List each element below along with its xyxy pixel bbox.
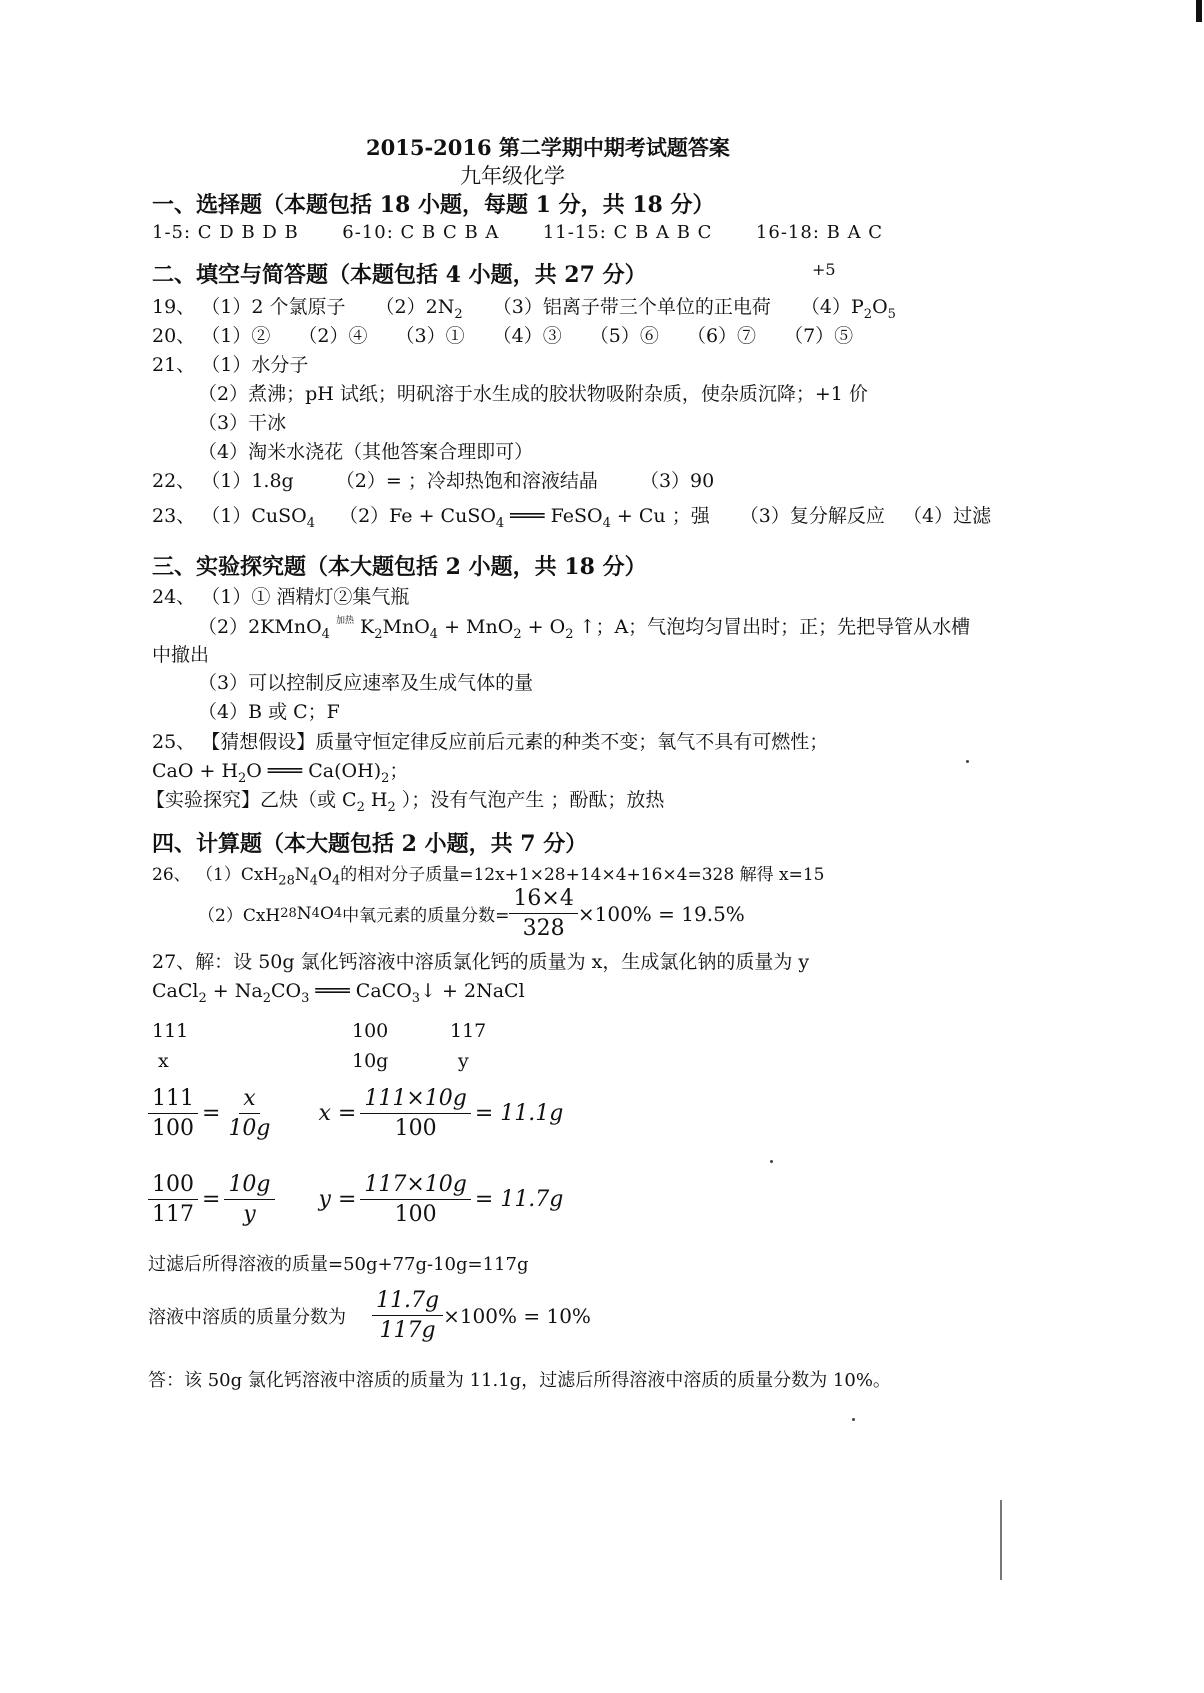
subscript: 2	[454, 306, 463, 322]
answer-value: B A C	[826, 222, 884, 243]
section-heading-text: 二、填空与简答题	[152, 262, 329, 288]
question-number: 24、	[152, 586, 196, 608]
answer-part: H	[364, 789, 388, 811]
answer-part: （4）③	[492, 325, 562, 347]
variable-2: 10g	[352, 1050, 389, 1072]
fraction	[224, 1172, 274, 1227]
answer-part: + MnO	[438, 616, 514, 638]
subscript: 4	[321, 626, 330, 642]
fraction	[224, 1086, 274, 1141]
molar-mass-1: 111	[152, 1020, 189, 1042]
subscript: 4	[429, 626, 439, 642]
answer-part: （3）复分解反应	[739, 505, 885, 527]
answer-part: N	[296, 903, 312, 924]
subscript: 2	[198, 990, 207, 1006]
question-number: 19、	[152, 296, 196, 318]
answer-value: C B A B C	[613, 222, 713, 243]
q21-line-2: （2）煮沸；pH 试纸；明矾溶于水生成的胶状物吸附杂质，使杂质沉降；+1 价	[198, 383, 868, 405]
answer-part: N	[294, 865, 310, 885]
answer-part: （2）Fe + CuSO	[339, 505, 496, 527]
section-heading-1	[152, 188, 715, 219]
molar-mass-3: 117	[450, 1020, 487, 1042]
variable-3: y	[458, 1050, 469, 1072]
subscript: 4	[306, 515, 315, 531]
answer-range: 1-5:	[152, 222, 192, 243]
page-title: 2015-2016 第二学期中期考试题答案	[366, 135, 730, 160]
q19-line: 19、 （1）2 个氯原子 $(2)2N_2$ （3）铝离子带三个单位的正电荷 $(4)P_2O_5$	[152, 296, 896, 322]
section-heading-2	[152, 258, 647, 289]
q24-line-2b: 中撤出	[152, 644, 210, 666]
subscript: 4	[333, 906, 343, 921]
answer-part: （1）1.8g	[201, 470, 294, 492]
denominator: 117g	[379, 1318, 436, 1343]
answer-value: C B C B A	[400, 222, 500, 243]
answer-part: （7）⑤	[784, 325, 854, 347]
denominator: 100	[394, 1116, 437, 1141]
question-number: 25、	[152, 731, 196, 753]
subscript: 2	[356, 799, 365, 815]
answer-part: （3）90	[639, 470, 715, 492]
subscript: 2	[262, 990, 271, 1006]
q25-line-1	[152, 727, 828, 754]
section-heading-text: 一、选择题	[152, 192, 263, 218]
question-number: 20、	[152, 325, 196, 347]
section-note: （本题包括 4 小题，共 27 分）	[328, 262, 647, 288]
answer-part: 中氧元素的质量分数=	[342, 906, 510, 926]
molar-mass-2: 100	[352, 1020, 389, 1042]
fraction	[360, 1086, 471, 1141]
answer-part: （2）= ；冷却热饱和溶液结晶	[335, 470, 598, 492]
question-number: 23、	[152, 505, 196, 527]
q26-line-1	[152, 860, 824, 888]
answer-part: （4）P	[800, 296, 864, 318]
q24-line-4: （4）B 或 C；F	[198, 701, 340, 723]
subscript: 2	[381, 770, 390, 786]
answer-part: （2）CxH	[198, 906, 281, 926]
answer-part: O	[318, 865, 332, 885]
answer-part: （2）2N	[375, 296, 455, 318]
answer-part: K	[353, 616, 375, 638]
answer-part: （3）①	[395, 325, 465, 347]
answer-part: （1）CxH	[196, 865, 279, 885]
denominator: 328	[522, 916, 565, 941]
q27-line-1: 27、解：设 50g 氯化钙溶液中溶质氯化钙的质量为 x，生成氯化钠的质量为 y	[152, 951, 810, 973]
equation-part: CaCl	[152, 980, 199, 1002]
q27-equation	[152, 980, 525, 1006]
numerator: 117×10g	[360, 1172, 471, 1200]
answer-part: + Cu ；强	[610, 505, 710, 527]
subscript: 4	[602, 515, 611, 531]
q22-line	[152, 466, 714, 493]
numerator: 111×10g	[360, 1086, 471, 1114]
section-note: （本大题包括 2 小题，共 7 分）	[262, 831, 588, 857]
section-heading-text: 三、实验探究题	[152, 554, 307, 580]
answer-value: C D B D B	[197, 222, 299, 243]
section-heading-3	[152, 550, 647, 581]
q25-line-2	[152, 756, 408, 786]
answer-part: （1）2 个氯原子	[201, 296, 346, 318]
q26-line-2	[198, 886, 745, 941]
answer-part: CaO + H	[152, 760, 239, 782]
ratio-row-x	[148, 1086, 563, 1141]
question-number: 22、	[152, 470, 196, 492]
q24-line-3: （3）可以控制反应速率及生成气体的量	[198, 672, 534, 694]
variable-1: x	[158, 1050, 169, 1072]
numerator: 111	[148, 1086, 198, 1114]
question-number: 21、	[152, 354, 196, 376]
subscript: 2	[513, 626, 522, 642]
subscript: 2	[374, 626, 383, 642]
numerator: 10g	[224, 1172, 274, 1200]
equation-part: ═══ CaCO	[309, 980, 412, 1002]
question-number: 26、	[152, 865, 191, 885]
solution-mass-line: 过滤后所得溶液的质量=50g+77g-10g=117g	[148, 1254, 529, 1275]
scan-mark	[1196, 0, 1202, 22]
section-heading-4	[152, 827, 587, 858]
subscript: 3	[301, 990, 310, 1006]
answer-part: ）；没有气泡产生 ；酚酞；放热	[395, 789, 665, 811]
q25-line-3	[146, 785, 664, 815]
q21-line-3: （3）干冰	[198, 412, 287, 434]
denominator: 100	[394, 1202, 437, 1227]
scan-speck	[966, 760, 969, 763]
answer-part: （5）⑥	[589, 325, 659, 347]
answer-part: ；	[389, 760, 409, 782]
equals-sign: =	[202, 1187, 221, 1212]
answer-range: 11-15:	[542, 222, 607, 243]
q24-line-1	[152, 582, 409, 609]
numerator: 16×4	[509, 886, 577, 914]
subscript: 4	[495, 515, 505, 531]
answer-range: 16-18:	[755, 222, 820, 243]
q24-line-2	[198, 612, 970, 642]
subscript: 2	[387, 799, 396, 815]
answer-range: 6-10:	[342, 222, 394, 243]
equation-part: CO	[271, 980, 302, 1002]
q21-line-1	[152, 350, 308, 377]
q20-line	[152, 321, 853, 348]
result-value: = 11.1g	[474, 1101, 564, 1126]
answer-part: O	[319, 903, 334, 924]
choice-answers	[152, 222, 883, 243]
answer-part: （2）④	[298, 325, 368, 347]
subscript: 4	[311, 906, 320, 921]
numerator: 100	[148, 1172, 198, 1200]
scan-speck	[852, 1418, 855, 1421]
subscript: 2	[238, 770, 247, 786]
final-answer: 答：该 50g 氯化钙溶液中溶质的质量为 11.1g，过滤后所得溶液中溶质的质量分数为 10%。	[148, 1370, 891, 1391]
fraction	[509, 886, 577, 941]
answer-part: 【猜想假设】质量守恒定律反应前后元素的种类不变；氧气不具有可燃性；	[201, 731, 829, 753]
answer-part: （1）CuSO	[201, 505, 307, 527]
subscript: 28	[278, 873, 295, 889]
scan-speck	[770, 1160, 773, 1163]
subscript: 3	[411, 990, 421, 1006]
subscript: 2	[863, 306, 873, 322]
numerator: x	[239, 1086, 259, 1114]
subscript: 5	[887, 306, 896, 322]
section-note: （本大题包括 2 小题，共 18 分）	[306, 554, 647, 580]
q23-line	[152, 501, 991, 531]
answer-part: ↑；A；气泡均匀冒出时；正；先把导管从水槽	[579, 616, 971, 638]
heating-condition: 加热	[335, 616, 354, 626]
answer-part: （6）⑦	[686, 325, 757, 347]
equation-part: + Na	[206, 980, 263, 1002]
denominator: 117	[152, 1202, 194, 1227]
answer-part: （3）铝离子带三个单位的正电荷	[492, 296, 771, 318]
result-variable: x =	[318, 1101, 357, 1126]
valence-label: +5	[812, 260, 836, 279]
answer-part: + O	[521, 616, 566, 638]
answer-part: O ═══ Ca(OH)	[246, 760, 382, 782]
page-subtitle: 九年级化学	[460, 164, 565, 188]
equals-sign: =	[202, 1101, 221, 1126]
fraction	[148, 1172, 198, 1227]
answer-part: MnO	[382, 616, 430, 638]
denominator: 100	[152, 1116, 194, 1141]
equation-part: ↓ + 2NaCl	[420, 980, 525, 1002]
answer-part: 【实验探究】乙炔（或 C	[146, 789, 357, 811]
answer-part: ×100% = 19.5%	[577, 901, 745, 926]
answer-part: 的相对分子质量=12x+1×28+14×4+16×4=328 解得 x=15	[340, 865, 825, 885]
answer-part: （4）过滤	[902, 505, 992, 527]
subscript: 4	[309, 873, 318, 889]
section-heading-text: 四、计算题	[152, 831, 263, 857]
result-value: = 11.7g	[474, 1187, 564, 1212]
subscript: 28	[280, 906, 297, 921]
answer-part: （1）① 酒精灯②集气瓶	[201, 586, 410, 608]
fraction-line	[148, 1288, 591, 1343]
result-variable: y =	[318, 1187, 357, 1212]
fraction	[360, 1172, 471, 1227]
scan-mark	[1000, 1500, 1002, 1580]
subscript: 2	[565, 626, 574, 642]
numerator: 11.7g	[372, 1288, 443, 1316]
answer-part: （1）②	[201, 325, 271, 347]
result-value: ×100% = 10%	[443, 1303, 591, 1328]
fraction	[372, 1288, 443, 1343]
denominator: 10g	[228, 1116, 271, 1141]
subscript: 4	[331, 873, 341, 889]
ratio-row-y	[148, 1172, 563, 1227]
section-note: （本题包括 18 小题，每题 1 分，共 18 分）	[262, 192, 715, 218]
fraction	[148, 1086, 198, 1141]
answer-part: （2）2KMnO	[198, 616, 322, 638]
answer-part: ═══ FeSO	[504, 505, 603, 527]
answer-part: 溶液中溶质的质量分数为	[148, 1306, 346, 1328]
denominator: y	[243, 1202, 256, 1227]
q21-line-4: （4）淘米水浇花（其他答案合理即可）	[198, 441, 534, 463]
answer-part: （1）水分子	[201, 354, 309, 376]
